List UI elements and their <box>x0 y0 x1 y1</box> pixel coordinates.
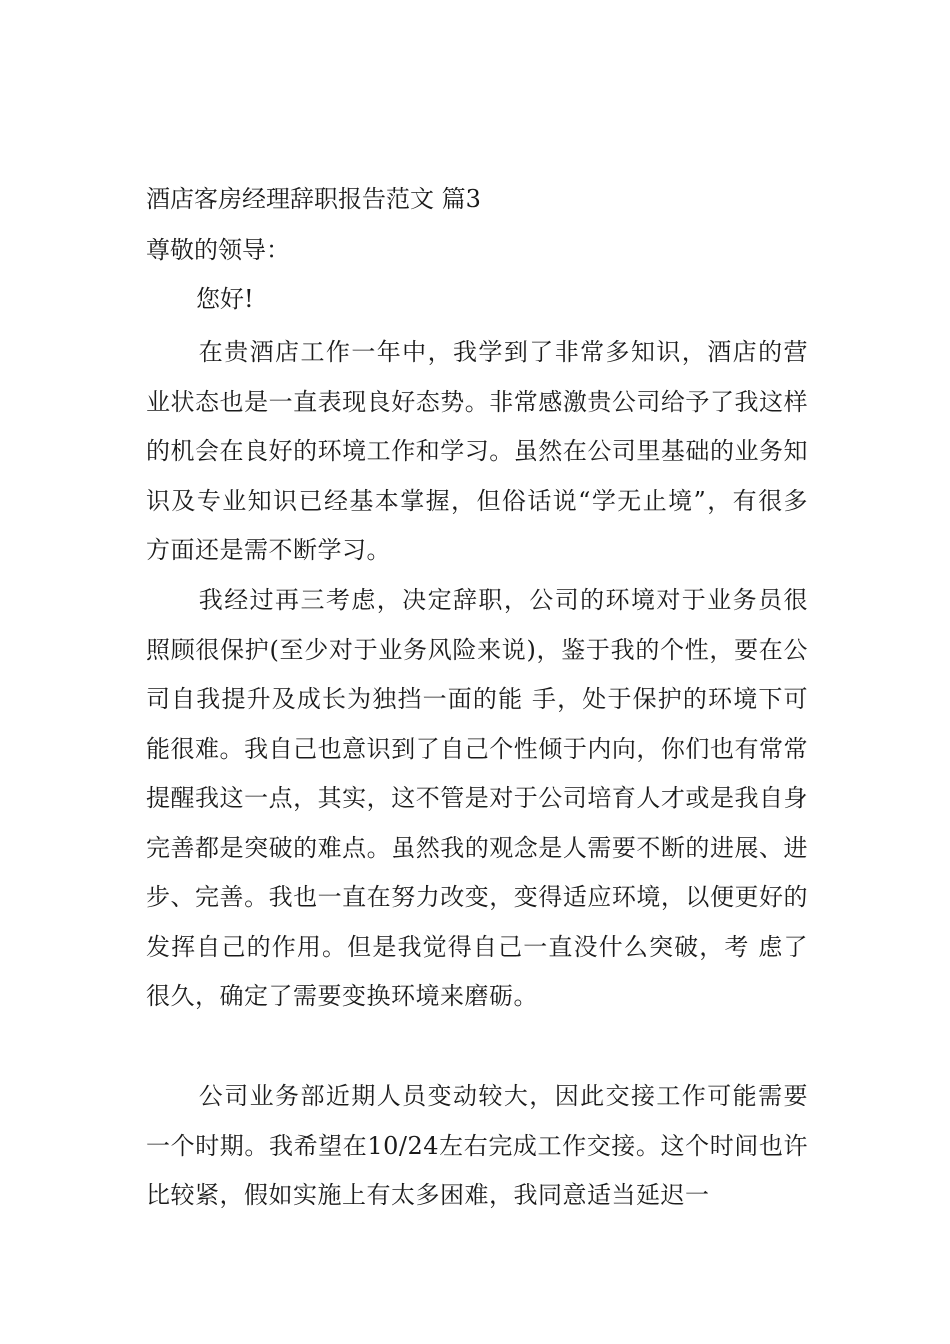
salutation: 尊敬的领导： <box>146 236 290 264</box>
greeting: 您好! <box>196 285 254 313</box>
paragraph-2: 我经过再三考虑，决定辞职，公司的环境对于业务员很照顾很保护(至少对于业务风险来说)，鉴于我的个性，要在公司自我提升及成长为独挡一面的能 手，处于保护的环境下可能很难。我自己也意识到了自己个性倾于内向，你们也有常常提醒我这一点，其实，这不管是对于公司培育人才或是我自身完善都是突破的难点。虽然我的观念是人需要不断的进展、进步、完善。我也一直在努力改变，变得适应环境，以便更好的发挥自己的作用。但是我觉得自己一直没什么突破，考 虑了很久，确定了需要变换环境来磨砺。 <box>146 586 808 1010</box>
document-title: 酒店客房经理辞职报告范文 篇3 <box>146 185 481 213</box>
paragraph-3: 公司业务部近期人员变动较大，因此交接工作可能需要一个时期。我希望在10/24左右完成工作交接。这个时间也许比较紧，假如实施上有太多困难，我同意适当延迟一 <box>146 1082 808 1209</box>
paragraph-1: 在贵酒店工作一年中，我学到了非常多知识，酒店的营业状态也是一直表现良好态势。非常感激贵公司给予了我这样的机会在良好的环境工作和学习。虽然在公司里基础的业务知识及专业知识已经基本掌握，但俗话说“学无止境”，有很多方面还是需不断学习。 <box>146 338 808 564</box>
